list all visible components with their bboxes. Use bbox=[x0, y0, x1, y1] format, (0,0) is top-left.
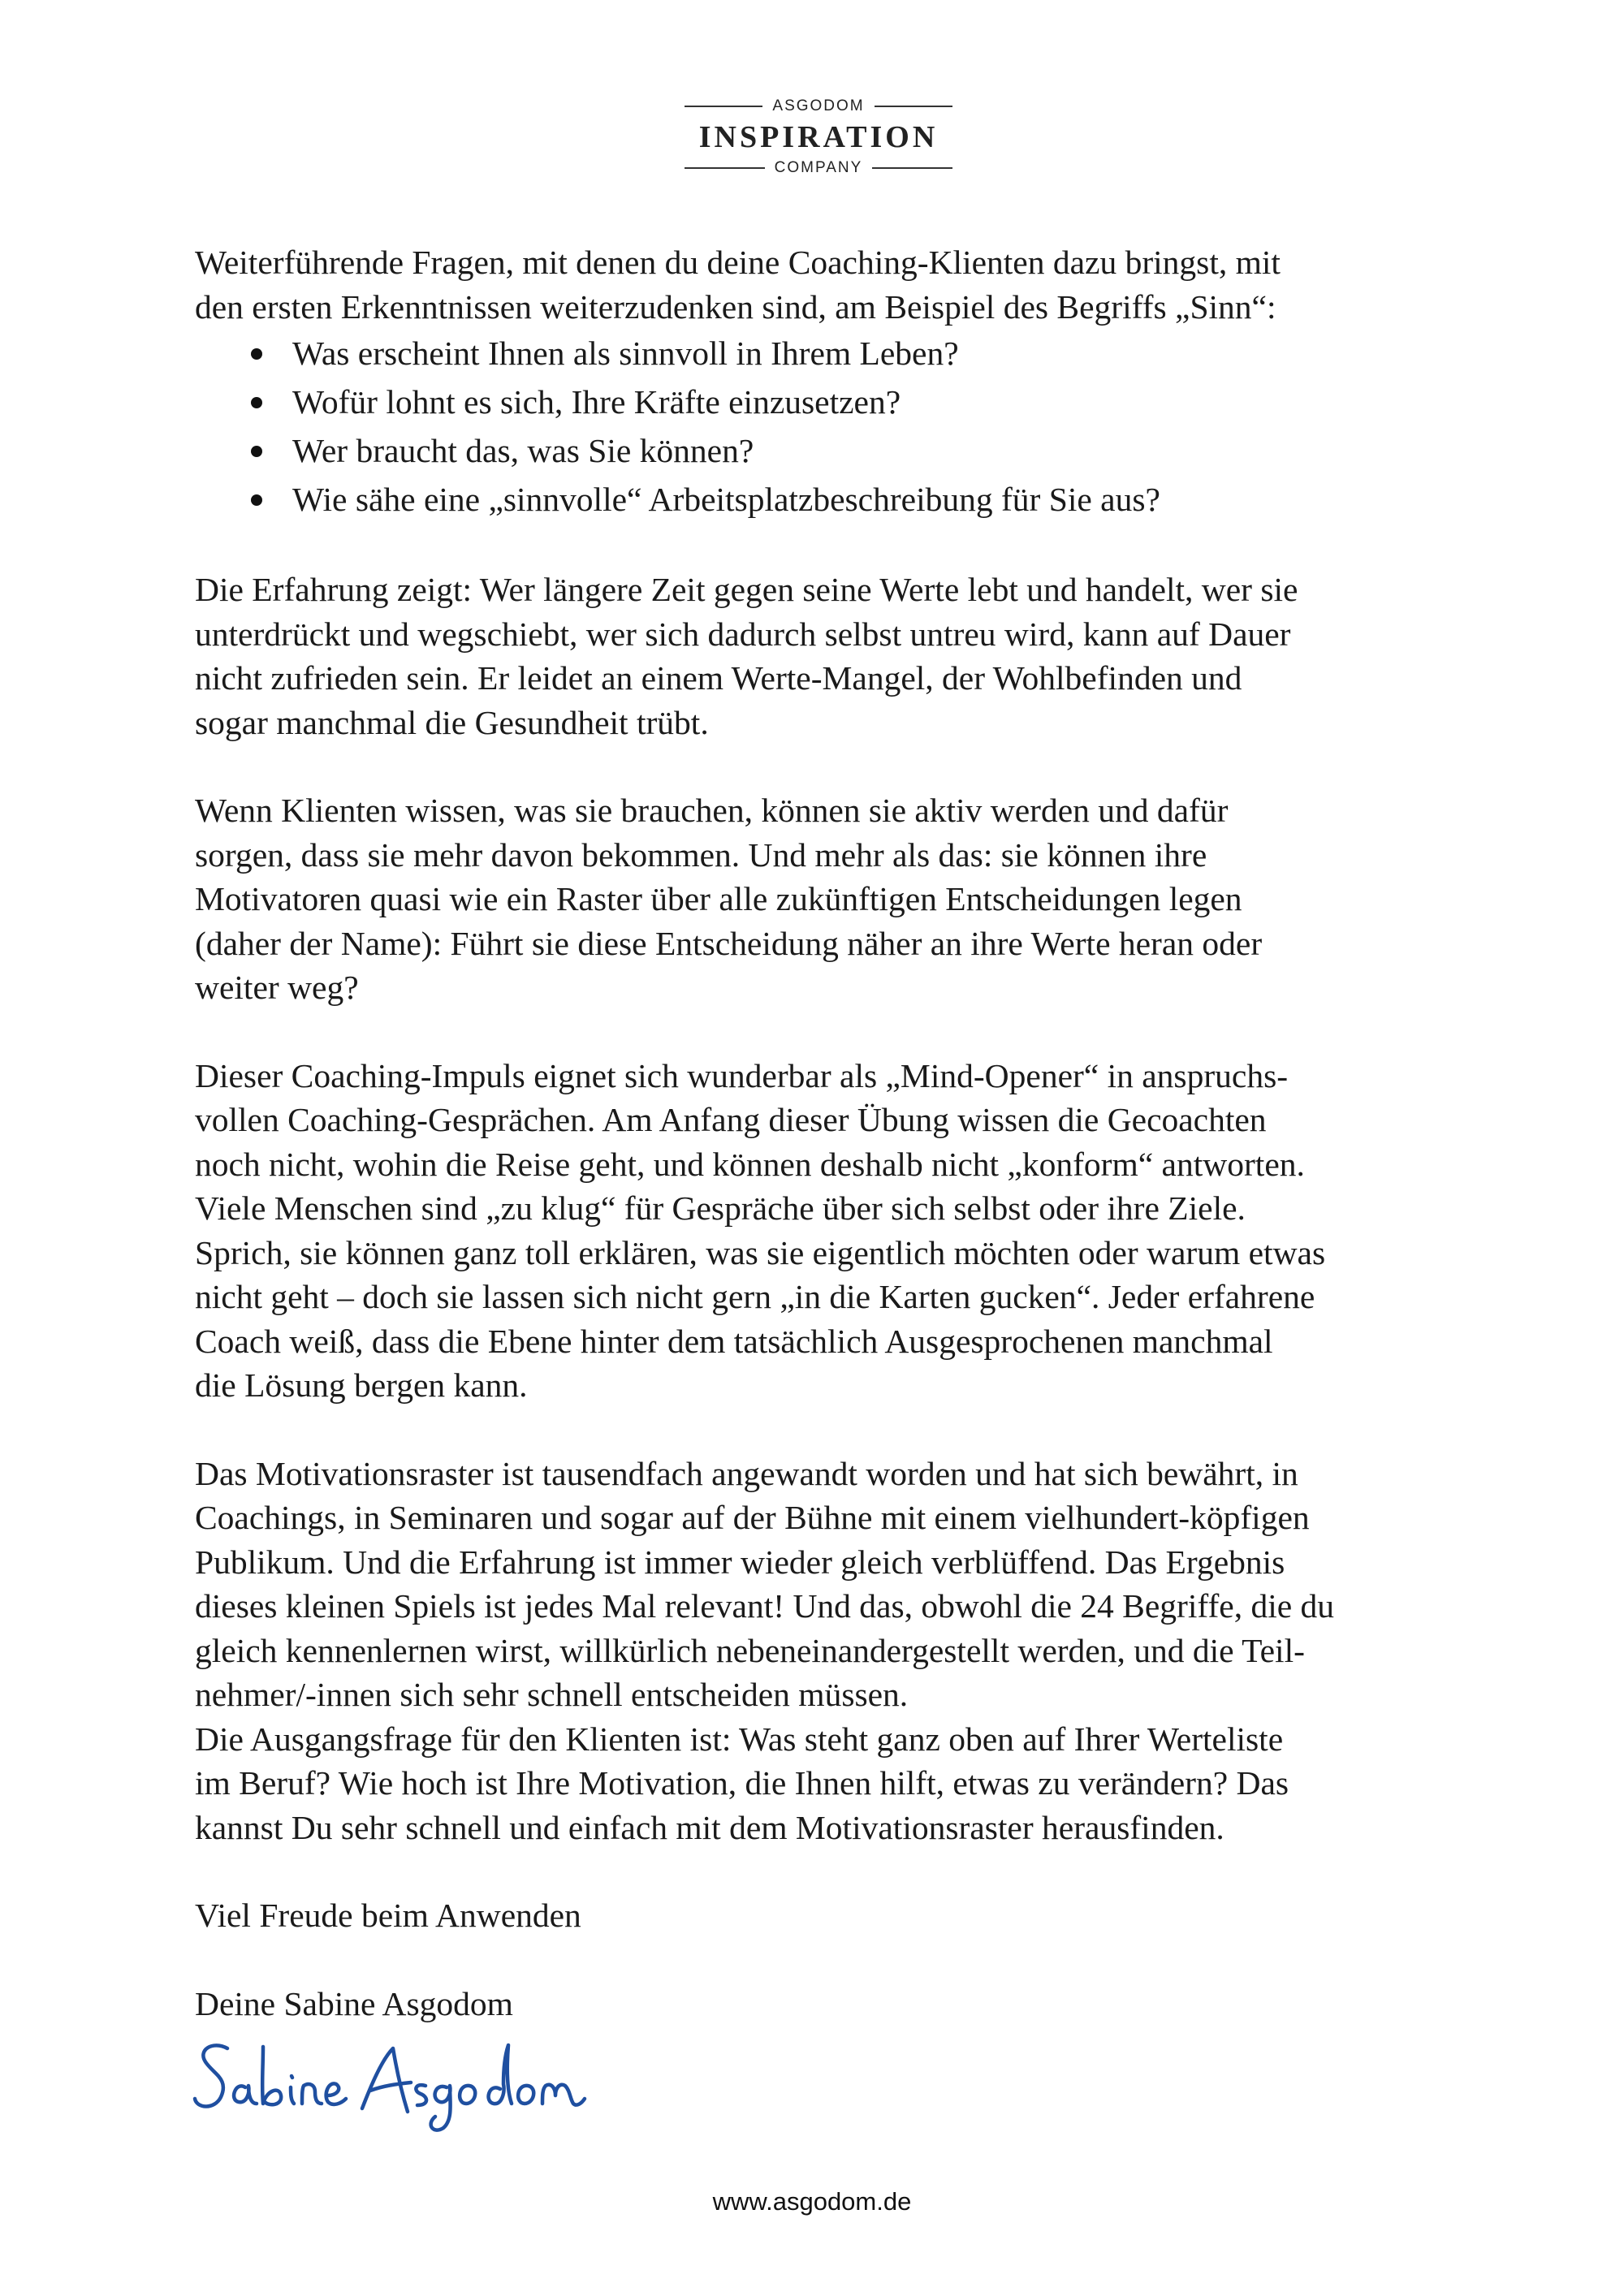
paragraph-mind-opener bbox=[195, 1054, 1445, 1408]
text-line: noch nicht, wohin die Reise geht, und können deshalb nicht „konform“ antworten. bbox=[195, 1145, 1305, 1183]
text-line: weiter weg? bbox=[195, 969, 359, 1006]
bullet-icon bbox=[251, 446, 262, 457]
paragraph-motivationsraster bbox=[195, 1452, 1445, 1850]
text-line: den ersten Erkenntnissen weiterzudenken sind, am Beispiel des Begriffs „Sinn“: bbox=[195, 287, 1276, 326]
list-item bbox=[195, 378, 1445, 426]
text-line: vollen Coaching-Gesprächen. Am Anfang dieser Übung wissen die Gecoachten bbox=[195, 1101, 1267, 1138]
text-line: Dieser Coaching-Impuls eignet sich wunderbar als „Mind-Opener“ in anspruchs- bbox=[195, 1056, 1289, 1094]
text-line: Coach weiß, dass die Ebene hinter dem tatsächlich Ausgesprochenen manchmal bbox=[195, 1322, 1273, 1360]
question-text: Wie sähe eine „sinnvolle“ Arbeitsplatzbeschreibung für Sie aus? bbox=[292, 481, 1160, 518]
handwritten-signature bbox=[188, 2031, 594, 2136]
text-line: im Beruf? Wie hoch ist Ihre Motivation, die Ihnen hilft, etwas zu verändern? Das bbox=[195, 1764, 1289, 1802]
company-logo bbox=[685, 96, 952, 179]
question-text: Wofür lohnt es sich, Ihre Kräfte einzusetzen? bbox=[292, 383, 901, 421]
text-line: Motivatoren quasi wie ein Raster über alle zukünftigen Entscheidungen legen bbox=[195, 880, 1242, 917]
logo-divider bbox=[685, 106, 762, 107]
text-line: nicht geht – doch sie lassen sich nicht gern „in die Karten gucken“. Jeder erfahrene bbox=[195, 1278, 1315, 1315]
logo-top-row bbox=[685, 96, 952, 117]
logo-bottom-row bbox=[685, 158, 952, 179]
text-line: gleich kennenlernen wirst, willkürlich nebeneinandergestellt werden, und die Teil- bbox=[195, 1631, 1305, 1669]
logo-divider bbox=[685, 167, 765, 169]
logo-divider bbox=[872, 167, 952, 169]
text-line: Die Erfahrung zeigt: Wer längere Zeit gegen seine Werte lebt und handelt, wer sie bbox=[195, 571, 1298, 608]
text-line: Das Motivationsraster ist tausendfach angewandt worden und hat sich bewährt, in bbox=[195, 1454, 1298, 1492]
paragraph-clients bbox=[195, 788, 1445, 1010]
footer-url: www.asgodom.de bbox=[712, 2187, 912, 2216]
paragraph-experience bbox=[195, 568, 1445, 744]
document-body bbox=[195, 240, 1445, 2136]
text-line: nehmer/-innen sich sehr schnell entscheiden müssen. bbox=[195, 1676, 909, 1713]
text-line: nicht zufrieden sein. Er leidet an einem Werte-Mangel, der Wohlbefinden und bbox=[195, 659, 1242, 697]
text-line: (daher der Name): Führt sie diese Entscheidung näher an ihre Werte heran oder bbox=[195, 924, 1263, 962]
question-text: Wer braucht das, was Sie können? bbox=[292, 432, 754, 469]
logo-main-text: INSPIRATION bbox=[698, 120, 939, 154]
text-line: Viele Menschen sind „zu klug“ für Gespräche über sich selbst oder ihre Ziele. bbox=[195, 1189, 1246, 1227]
closing-greeting: Deine Sabine Asgodom bbox=[195, 1984, 513, 2022]
text-line: sorgen, dass sie mehr davon bekommen. Und mehr als das: sie können ihre bbox=[195, 835, 1207, 874]
text-line: Publikum. Und die Erfahrung ist immer wieder gleich verblüffend. Das Ergebnis bbox=[195, 1543, 1285, 1581]
logo-divider bbox=[875, 106, 952, 107]
question-list bbox=[195, 329, 1445, 524]
text-line: dieses kleinen Spiels ist jedes Mal relevant! Und das, obwohl die 24 Begriffe, die du bbox=[195, 1587, 1335, 1625]
list-item bbox=[195, 475, 1445, 524]
text-line: Weiterführende Fragen, mit denen du deine Coaching-Klienten dazu bringst, mit bbox=[195, 244, 1281, 281]
logo-bottom-text: COMPANY bbox=[774, 159, 863, 176]
text-line: Coachings, in Seminaren und sogar auf der Bühne mit einem vielhundert-köpfigen bbox=[195, 1499, 1310, 1536]
question-text: Was erscheint Ihnen als sinnvoll in Ihrem Leben? bbox=[292, 334, 959, 372]
text-line: unterdrückt und wegschiebt, wer sich dadurch selbst untreu wird, kann auf Dauer bbox=[195, 615, 1291, 653]
logo-top-text: ASGODOM bbox=[772, 97, 865, 114]
text-line: sogar manchmal die Gesundheit trübt. bbox=[195, 703, 709, 741]
bullet-icon bbox=[251, 348, 262, 360]
bullet-icon bbox=[251, 494, 262, 506]
list-item bbox=[195, 329, 1445, 378]
list-item bbox=[195, 426, 1445, 475]
text-line: Sprich, sie können ganz toll erklären, was sie eigentlich möchten oder warum etwas bbox=[195, 1233, 1326, 1271]
text-line: Wenn Klienten wissen, was sie brauchen, können sie aktiv werden und dafür bbox=[195, 792, 1229, 829]
intro-paragraph bbox=[195, 240, 1445, 329]
text-line: kannst Du sehr schnell und einfach mit dem Motivationsraster herausfinden. bbox=[195, 1808, 1224, 1846]
text-line: Die Ausgangsfrage für den Klienten ist: Was steht ganz oben auf Ihrer Werteliste bbox=[195, 1720, 1284, 1758]
closing-wish: Viel Freude beim Anwenden bbox=[195, 1897, 581, 1934]
text-line: die Lösung bergen kann. bbox=[195, 1366, 528, 1404]
bullet-icon bbox=[251, 397, 262, 408]
